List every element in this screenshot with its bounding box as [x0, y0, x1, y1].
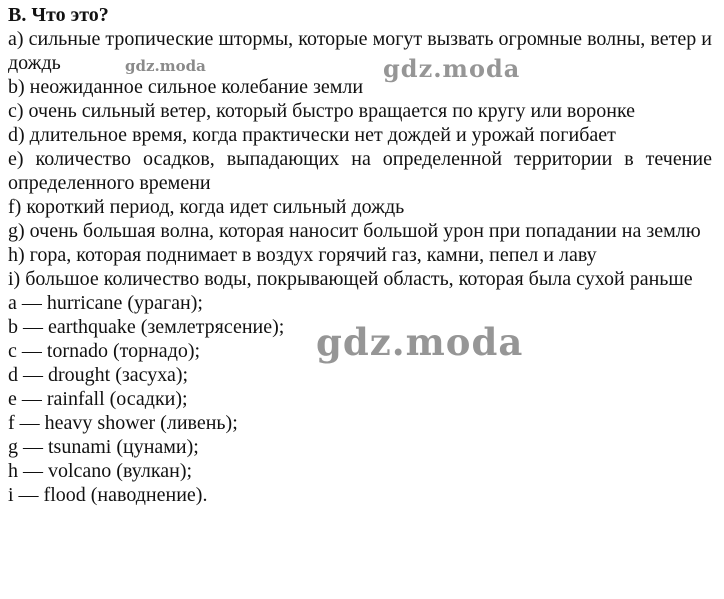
definitions-list [8, 27, 712, 291]
definition-f: f) короткий период, когда идет сильный дождь [8, 196, 405, 218]
watermark-small: gdz.moda [125, 57, 206, 75]
definition-d: d) длительное время, когда практически нет дождей и урожай погибает [8, 124, 616, 146]
definition-e: e) количество осадков, выпадающих на определенной территории в течение определенного времени [8, 148, 712, 194]
exercise-heading: B. Что это? [8, 4, 109, 26]
answer-b: b — earthquake (землетрясение); [8, 316, 285, 338]
answer-h: h — volcano (вулкан); [8, 460, 193, 482]
answer-f: f — heavy shower (ливень); [8, 412, 238, 434]
definition-g: g) очень большая волна, которая наносит большой урон при попадании на землю [8, 220, 701, 242]
definition-b: b) неожиданное сильное колебание земли [8, 76, 364, 98]
answer-e: e — rainfall (осадки); [8, 388, 188, 410]
definition-a: a) сильные тропические штормы, которые могут вызвать огромные волны, ветер и дождь [8, 28, 712, 74]
watermark-medium: gdz.moda [383, 54, 521, 83]
exercise-page [8, 3, 712, 507]
answer-i: i — flood (наводнение). [8, 484, 208, 506]
definition-i: i) большое количество воды, покрывающей область, которая была сухой раньше [8, 268, 693, 290]
answer-a: a — hurricane (ураган); [8, 292, 203, 314]
answer-c: c — tornado (торнадо); [8, 340, 201, 362]
watermark-large: gdz.moda [316, 320, 524, 364]
answer-g: g — tsunami (цунами); [8, 436, 199, 458]
answer-d: d — drought (засуха); [8, 364, 189, 386]
definition-h: h) гора, которая поднимает в воздух горячий газ, камни, пепел и лаву [8, 244, 597, 266]
definition-c: c) очень сильный ветер, который быстро вращается по кругу или воронке [8, 100, 636, 122]
